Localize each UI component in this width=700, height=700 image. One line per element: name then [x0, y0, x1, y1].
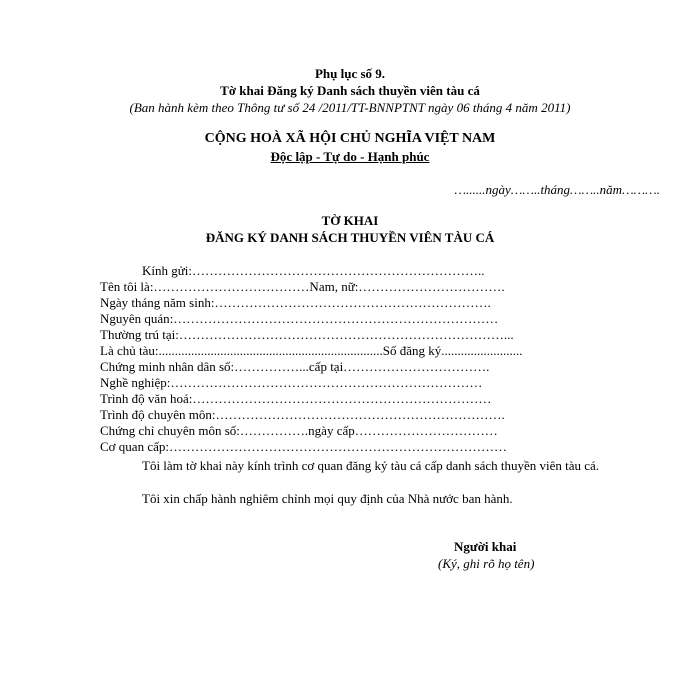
form-name: Tờ khai Đăng ký Danh sách thuyền viên tàu cá — [220, 83, 480, 98]
dob-field: Ngày tháng năm sinh:………………………………………………………. — [100, 295, 491, 310]
request-paragraph: Tôi làm tờ khai này kính trình cơ quan đăng ký tàu cá cấp danh sách thuyền viên tàu cá. — [142, 458, 600, 473]
document-subtitle: ĐĂNG KÝ DANH SÁCH THUYỀN VIÊN TÀU CÁ — [205, 230, 495, 245]
country-name: CỘNG HOÀ XÃ HỘI CHỦ NGHĨA VIỆT NAM — [204, 131, 496, 146]
owner-field: Là chủ tàu:.....................................................................Số đăng ký......................... — [100, 343, 523, 358]
motto-wrap — [0, 148, 700, 166]
date-line: …......ngày……..tháng……..năm………. — [454, 182, 660, 197]
id-card-field: Chứng minh nhân dân số:……………...cấp tại……………………………. — [100, 359, 490, 374]
specialization-field: Trình độ chuyên môn:…………………………………………………………. — [100, 407, 505, 422]
certificate-field: Chứng chỉ chuyên môn số:…………….ngày cấp…………………………… — [100, 423, 498, 438]
commitment-paragraph: Tôi xin chấp hành nghiêm chỉnh mọi quy định của Nhà nước ban hành. — [142, 491, 513, 506]
recipient-field: Kính gửi:………………………………………………………….. — [142, 263, 485, 278]
hometown-field: Nguyên quán:………………………………………………………………… — [100, 311, 499, 326]
signer-label: Người khai — [454, 539, 517, 554]
residence-field: Thường trú tại:…………………………………………………………………... — [100, 327, 514, 342]
national-motto: Độc lập - Tự do - Hạnh phúc — [270, 149, 430, 164]
name-field: Tên tôi là:………………………………Nam, nữ:……………………………. — [100, 279, 505, 294]
occupation-field: Nghề nghiệp:……………………………………………………………… — [100, 375, 483, 390]
document-title: TỜ KHAI — [321, 213, 379, 228]
appendix-label: Phụ lục số 9. — [314, 66, 386, 81]
education-field: Trình độ văn hoá:…………………………………………………………… — [100, 391, 492, 406]
issuance-note: (Ban hành kèm theo Thông tư số 24 /2011/TT-BNNPTNT ngày 06 tháng 4 năm 2011) — [129, 100, 571, 115]
issuer-field: Cơ quan cấp:…………………………………………………………………… — [100, 439, 507, 454]
signature-note: (Ký, ghi rõ họ tên) — [438, 556, 535, 571]
